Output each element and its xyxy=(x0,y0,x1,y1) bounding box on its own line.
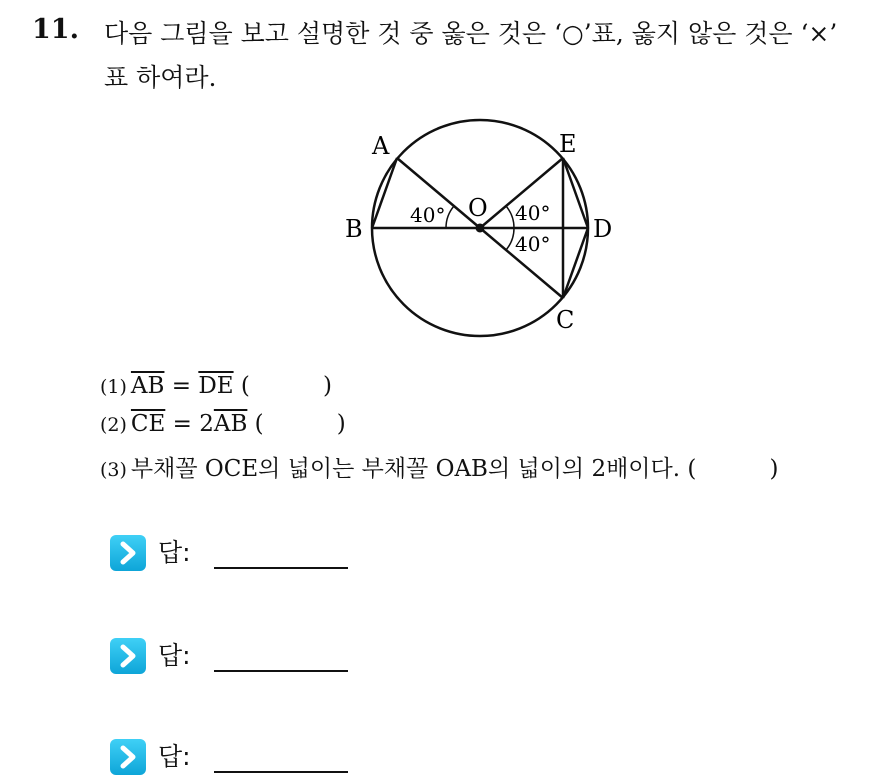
equals-two: = 2 xyxy=(165,411,214,437)
segment-ce: $\overline{CE}$ xyxy=(130,411,166,437)
label-c: C xyxy=(556,306,575,334)
label-e: E xyxy=(559,130,577,158)
segment-ab: $\overline{AB}$ xyxy=(213,411,248,437)
equals: = xyxy=(164,373,199,399)
answer-blank[interactable] xyxy=(214,771,348,773)
angle-arc-eod xyxy=(506,206,514,228)
angle-label-aob: 40° xyxy=(410,203,446,227)
statement-text: 부채꼴 OCE의 넓이는 부채꼴 OAB의 넓이의 2배이다. ( ) xyxy=(130,456,779,482)
label-d: D xyxy=(593,215,613,243)
answer-blank[interactable] xyxy=(214,670,348,672)
statement-number: (3) xyxy=(100,459,127,481)
statement-3 xyxy=(100,450,778,483)
answer-parenthesis[interactable]: ( ) xyxy=(233,373,332,399)
answer-label: 답: xyxy=(158,742,191,771)
chord-dc xyxy=(563,228,588,298)
chevron-right-icon xyxy=(110,535,146,571)
question-text-line1: 다음 그림을 보고 설명한 것 중 옳은 것은 ‘○’표, 옳지 않은 것은 ‘×’ xyxy=(104,19,838,48)
answer-parenthesis[interactable]: ( ) xyxy=(247,411,346,437)
question-text-line2: 표 하여라. xyxy=(104,63,217,92)
statement-1 xyxy=(100,373,332,399)
chevron-right-icon xyxy=(110,739,146,775)
chord-ed xyxy=(563,158,588,228)
statement-number: (2) xyxy=(100,414,127,436)
segment-ab: $\overline{AB}$ xyxy=(130,373,165,399)
angle-label-eod: 40° xyxy=(515,201,551,225)
statement-2 xyxy=(100,411,346,437)
chord-ab xyxy=(372,158,397,228)
answer-label: 답: xyxy=(158,641,191,670)
question-number: 11. xyxy=(32,14,79,45)
chevron-right-icon xyxy=(110,638,146,674)
statement-number: (1) xyxy=(100,376,127,398)
answer-label: 답: xyxy=(158,538,191,567)
label-a: A xyxy=(372,132,390,160)
label-b: B xyxy=(345,215,363,243)
answer-blank[interactable] xyxy=(214,567,348,569)
angle-arc-aob xyxy=(446,206,454,228)
center-point xyxy=(476,224,485,233)
angle-label-doc: 40° xyxy=(515,232,551,256)
segment-de: $\overline{DE}$ xyxy=(198,373,234,399)
label-o: O xyxy=(468,194,488,222)
angle-arc-doc xyxy=(506,228,514,250)
circle-figure xyxy=(330,108,630,348)
